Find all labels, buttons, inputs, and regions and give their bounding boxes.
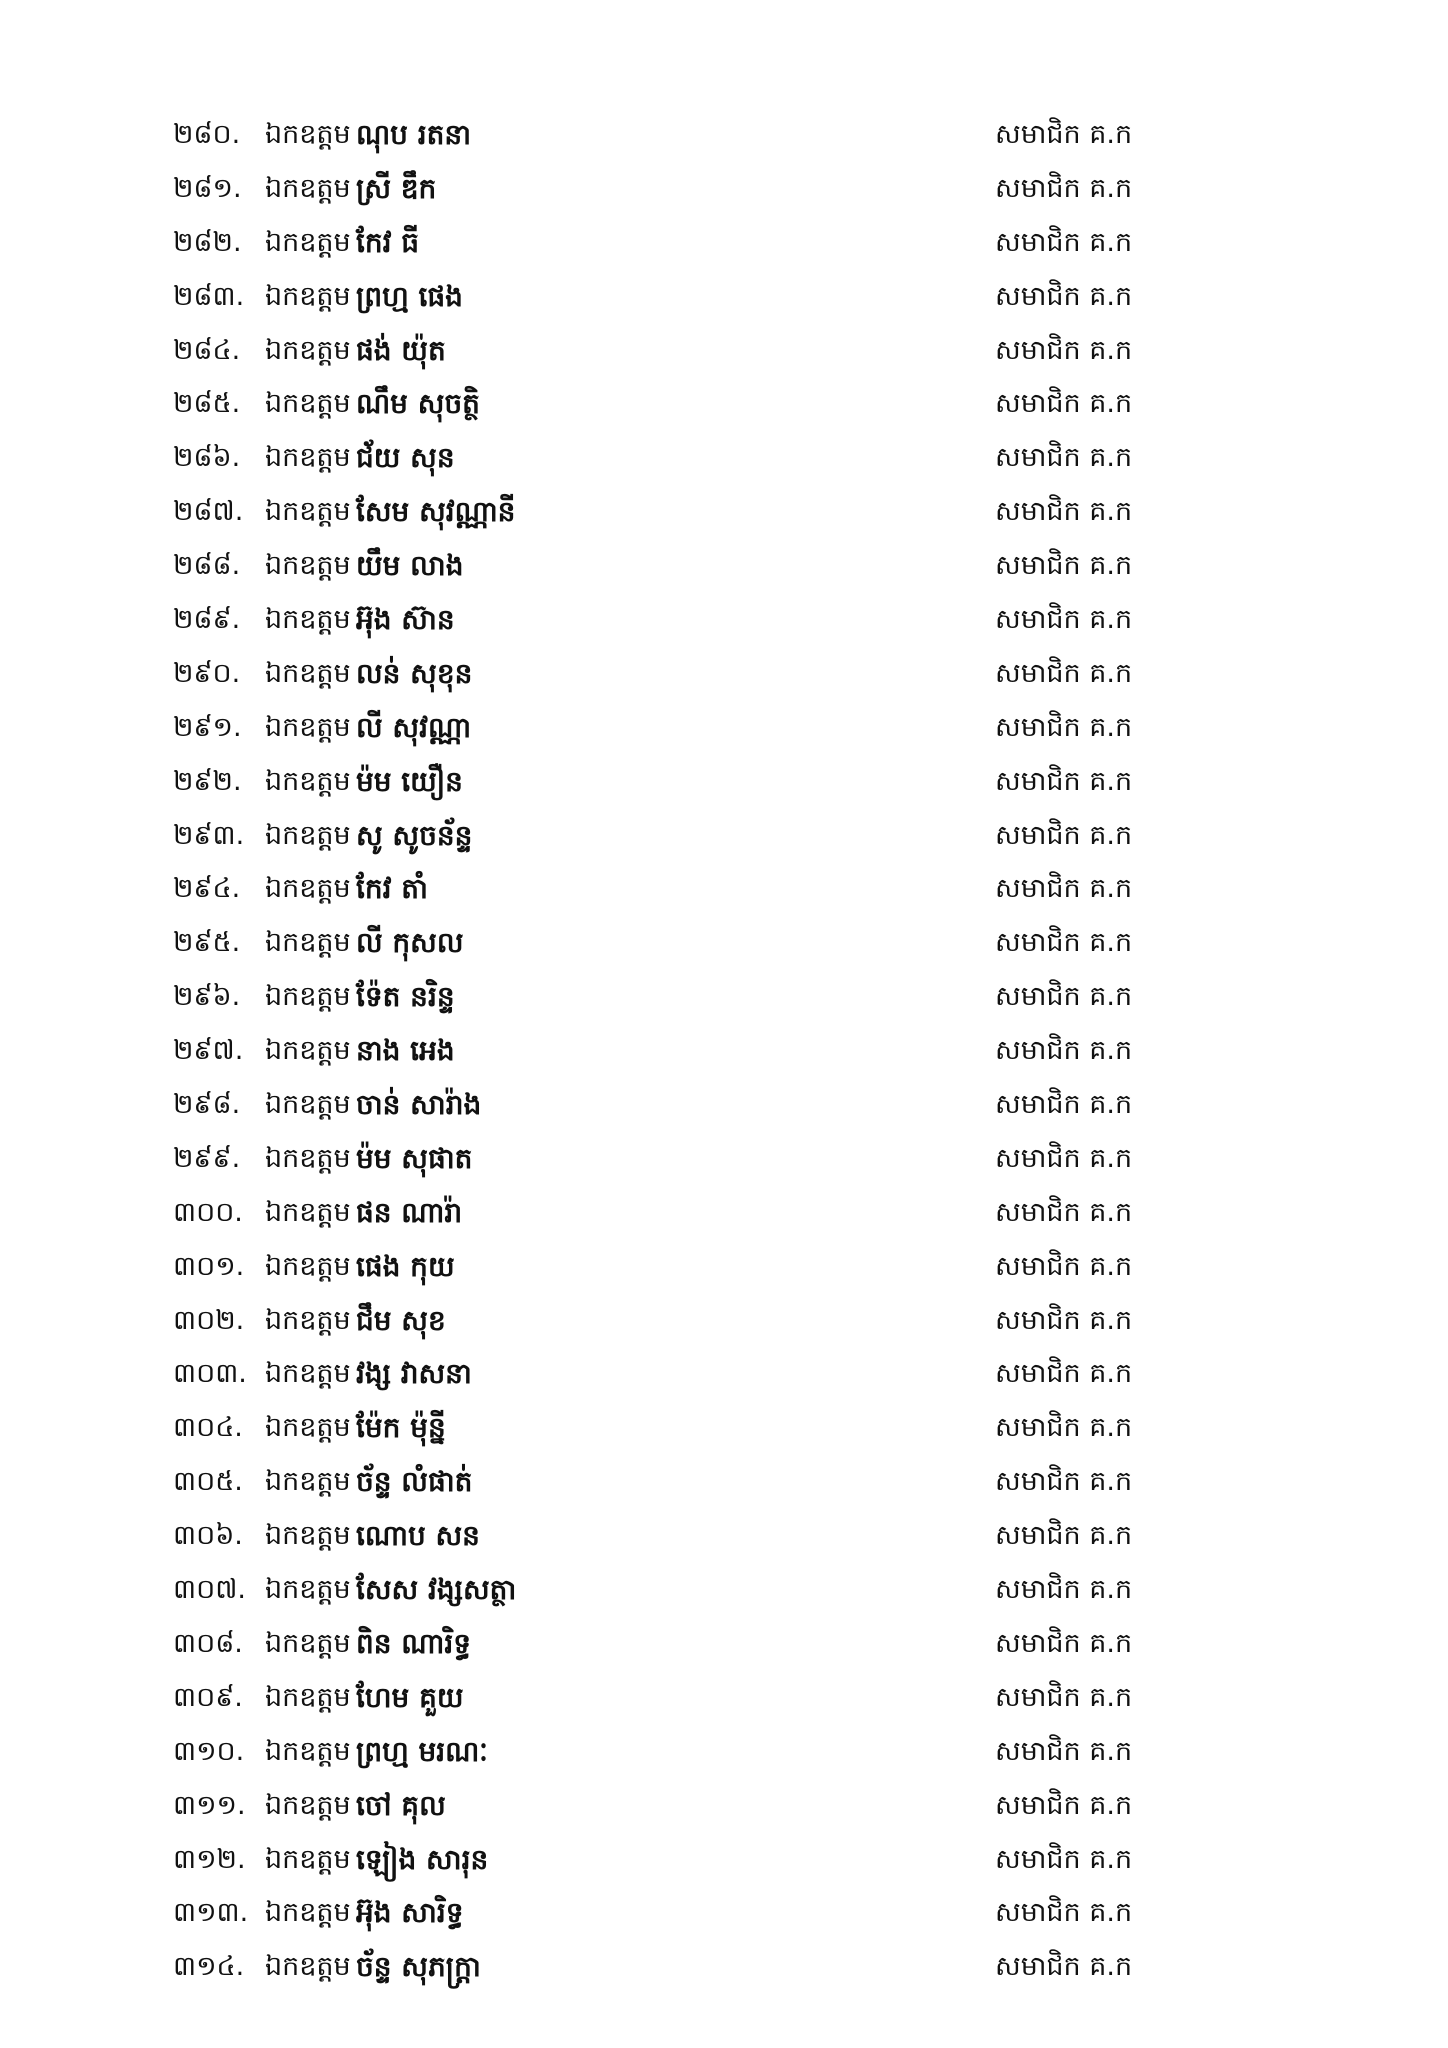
member-role: សមាជិក គ.ក [995,873,1133,905]
member-name: យឹម លាង [356,549,464,583]
member-role: សមាជិក គ.ក [995,1304,1133,1336]
list-item [173,916,1173,970]
honorific-title: ឯកឧត្តម [265,1735,351,1767]
honorific-title: ឯកឧត្តម [265,1304,351,1336]
list-item [173,647,1173,701]
member-name: ច័ន្ទ លំផាត់ [356,1465,473,1499]
member-role: សមាជិក គ.ក [995,119,1133,150]
member-name: ស្រី ឌឹក [356,171,437,205]
member-name: កែវ ធី [356,225,420,259]
entry-number: ២៨៩. [173,604,241,636]
list-item [173,162,1173,216]
list-item [173,1725,1173,1779]
entry-number: ៣០០. [173,1196,243,1228]
honorific-title: ឯកឧត្តម [265,819,351,851]
list-item [173,1401,1173,1455]
entry-number: ២៩៤. [173,873,241,905]
member-name: សែស វង្សសត្ថា [356,1573,517,1607]
honorific-title: ឯកឧត្តម [265,1466,351,1498]
member-name: ផេង កុយ [356,1249,455,1283]
entry-number: ២៩១. [173,711,242,743]
entry-number: ៣០៦. [173,1520,243,1552]
member-role: សមាជិក គ.ក [995,334,1133,366]
member-role: សមាជិក គ.ក [995,711,1133,743]
member-role: សមាជិក គ.ក [995,1250,1133,1282]
list-item [173,1347,1173,1401]
honorific-title: ឯកឧត្តម [265,927,351,959]
entry-number: ៣០៤. [173,1412,243,1444]
honorific-title: ឯកឧត្តម [265,550,351,582]
member-list [173,108,1173,1994]
member-role: សមាជិក គ.ក [995,1358,1133,1390]
list-item [173,1294,1173,1348]
entry-number: ៣០៣. [173,1358,247,1390]
honorific-title: ឯកឧត្តម [265,496,351,528]
list-item [173,862,1173,916]
member-role: សមាជិក គ.ក [995,1520,1133,1552]
member-role: សមាជិក គ.ក [995,172,1133,204]
entry-number: ២៨១. [173,172,242,204]
list-item [173,1617,1173,1671]
entry-number: ២៩៧. [173,1035,244,1067]
entry-number: ៣០១. [173,1250,245,1282]
list-item [173,216,1173,270]
list-item [173,1671,1173,1725]
member-name: ព្រហ្ម ផេង [356,279,463,313]
member-role: សមាជិក គ.ក [995,927,1133,959]
honorific-title: ឯកឧត្តម [265,981,351,1013]
member-role: សមាជិក គ.ក [995,1035,1133,1067]
list-item [173,431,1173,485]
member-name: ជ័យ សុន [356,441,455,475]
honorific-title: ឯកឧត្តម [265,1358,351,1390]
entry-number: ៣១១. [173,1789,246,1821]
honorific-title: ឯកឧត្តម [265,388,351,420]
honorific-title: ឯកឧត្តម [265,226,351,258]
list-item [173,809,1173,863]
member-name: អ៊ុង ស៊ាន [356,603,455,637]
entry-number: ២៨២. [173,226,242,258]
list-item [173,1833,1173,1887]
list-item [173,1886,1173,1940]
entry-number: ២៩៩. [173,1142,241,1174]
member-name: ចៅ គុល [356,1788,446,1822]
list-item [173,1240,1173,1294]
entry-number: ៣១០. [173,1735,245,1767]
member-name: ចាន់ សារ៉ាង [356,1088,482,1122]
list-item [173,1455,1173,1509]
member-name: ណោប សន [356,1519,480,1553]
member-name: ផង់ យ៉ុត [356,333,446,367]
member-role: សមាជិក គ.ក [995,1574,1133,1606]
member-name: លី សុវណ្ណា [356,710,472,744]
member-name: វង្ស វាសនា [356,1357,472,1391]
member-name: ជឹម សុខ [356,1303,446,1337]
member-role: សមាជិក គ.ក [995,657,1133,689]
member-name: ឡៀង សារុន [356,1842,489,1876]
honorific-title: ឯកឧត្តម [265,604,351,636]
honorific-title: ឯកឧត្តម [265,873,351,905]
list-item [173,1509,1173,1563]
member-role: សមាជិក គ.ក [995,1466,1133,1498]
list-item [173,377,1173,431]
member-role: សមាជិក គ.ក [995,1789,1133,1821]
list-item [173,970,1173,1024]
honorific-title: ឯកឧត្តម [265,1897,351,1929]
honorific-title: ឯកឧត្តម [265,1789,351,1821]
entry-number: ២៨៣. [173,280,245,312]
honorific-title: ឯកឧត្តម [265,172,351,204]
honorific-title: ឯកឧត្តម [265,1035,351,1067]
honorific-title: ឯកឧត្តម [265,657,351,689]
honorific-title: ឯកឧត្តម [265,1843,351,1875]
list-item [173,1132,1173,1186]
member-role: សមាជិក គ.ក [995,1627,1133,1659]
honorific-title: ឯកឧត្តម [265,1196,351,1228]
entry-number: ២៩២. [173,765,242,797]
member-name: ច័ន្ទ សុភក្ត្រា [356,1950,481,1984]
member-name: លន់ សុខុន [356,656,473,690]
member-role: សមាជិក គ.ក [995,442,1133,474]
list-item [173,1779,1173,1833]
member-name: សែម សុវណ្ណានី [356,495,516,529]
list-item [173,755,1173,809]
entry-number: ៣១៣. [173,1897,249,1929]
list-item [173,593,1173,647]
member-name: ពិន ណារិទ្ធ [356,1626,472,1660]
honorific-title: ឯកឧត្តម [265,711,351,743]
member-role: សមាជិក គ.ក [995,388,1133,420]
entry-number: ៣១៤. [173,1951,245,1983]
member-name: លី កុសល [356,926,464,960]
list-item [173,108,1173,162]
member-role: សមាជិក គ.ក [995,1843,1133,1875]
member-name: ហែម គួយ [356,1680,464,1714]
member-role: សមាជិក គ.ក [995,226,1133,258]
list-item [173,1024,1173,1078]
member-role: សមាជិក គ.ក [995,550,1133,582]
honorific-title: ឯកឧត្តម [265,1142,351,1174]
list-item [173,324,1173,378]
list-item [173,539,1173,593]
member-role: សមាជិក គ.ក [995,1196,1133,1228]
entry-number: ៣០៥. [173,1466,243,1498]
entry-number: ២៨០. [173,119,241,150]
entry-number: ២៩៨. [173,1089,241,1121]
honorific-title: ឯកឧត្តម [265,1681,351,1713]
member-name: ម៉ម យឿន [356,764,463,798]
entry-number: ៣០៨. [173,1627,243,1659]
list-item [173,485,1173,539]
list-item [173,1563,1173,1617]
entry-number: ២៩៣. [173,819,245,851]
member-role: សមាជិក គ.ក [995,496,1133,528]
honorific-title: ឯកឧត្តម [265,1951,351,1983]
entry-number: ៣០៧. [173,1574,246,1606]
member-name: ណុប រតនា [356,118,472,151]
honorific-title: ឯកឧត្តម [265,334,351,366]
member-role: សមាជិក គ.ក [995,765,1133,797]
member-name: ម៉ែក ម៉ុន្នី [356,1411,446,1445]
entry-number: ២៩០. [173,657,241,689]
member-role: សមាជិក គ.ក [995,1089,1133,1121]
entry-number: ២៨៨. [173,550,241,582]
honorific-title: ឯកឧត្តម [265,1574,351,1606]
honorific-title: ឯកឧត្តម [265,765,351,797]
entry-number: ៣០២. [173,1304,245,1336]
entry-number: ៣១២. [173,1843,246,1875]
member-name: កែវ តាំ [356,872,428,906]
list-item [173,270,1173,324]
member-role: សមាជិក គ.ក [995,819,1133,851]
honorific-title: ឯកឧត្តម [265,1627,351,1659]
entry-number: ២៨៦. [173,442,241,474]
entry-number: ២៨៥. [173,388,241,420]
honorific-title: ឯកឧត្តម [265,1089,351,1121]
member-name: ព្រហ្ម មរណៈ [356,1734,488,1768]
list-item [173,1940,1173,1994]
entry-number: ២៨៤. [173,334,241,366]
entry-number: ២៨៧. [173,496,244,528]
member-name: ផន ណារ៉ា [356,1195,463,1229]
honorific-title: ឯកឧត្តម [265,1250,351,1282]
entry-number: ២៩៦. [173,981,241,1013]
list-item [173,1186,1173,1240]
member-name: ទ៉ែត នរិន្ទ [356,980,455,1014]
honorific-title: ឯកឧត្តម [265,280,351,312]
honorific-title: ឯកឧត្តម [265,442,351,474]
entry-number: ២៩៥. [173,927,241,959]
honorific-title: ឯកឧត្តម [265,1520,351,1552]
honorific-title: ឯកឧត្តម [265,1412,351,1444]
member-role: សមាជិក គ.ក [995,1897,1133,1929]
member-name: ម៉ម សុផាត [356,1141,473,1175]
member-role: សមាជិក គ.ក [995,280,1133,312]
member-role: សមាជិក គ.ក [995,604,1133,636]
member-role: សមាជិក គ.ក [995,1735,1133,1767]
member-role: សមាជិក គ.ក [995,1681,1133,1713]
member-role: សមាជិក គ.ក [995,981,1133,1013]
member-name: នាង អេង [356,1034,455,1068]
honorific-title: ឯកឧត្តម [265,119,351,150]
list-item [173,1078,1173,1132]
member-role: សមាជិក គ.ក [995,1951,1133,1983]
member-role: សមាជិក គ.ក [995,1142,1133,1174]
member-name: អ៊ុង សារិទ្ធ [356,1896,464,1930]
member-name: សូ សូចន័ន្ទ [356,818,473,852]
member-role: សមាជិក គ.ក [995,1412,1133,1444]
member-name: ណឹម សុចត្ថិ [356,387,480,421]
entry-number: ៣០៩. [173,1681,243,1713]
list-item [173,701,1173,755]
